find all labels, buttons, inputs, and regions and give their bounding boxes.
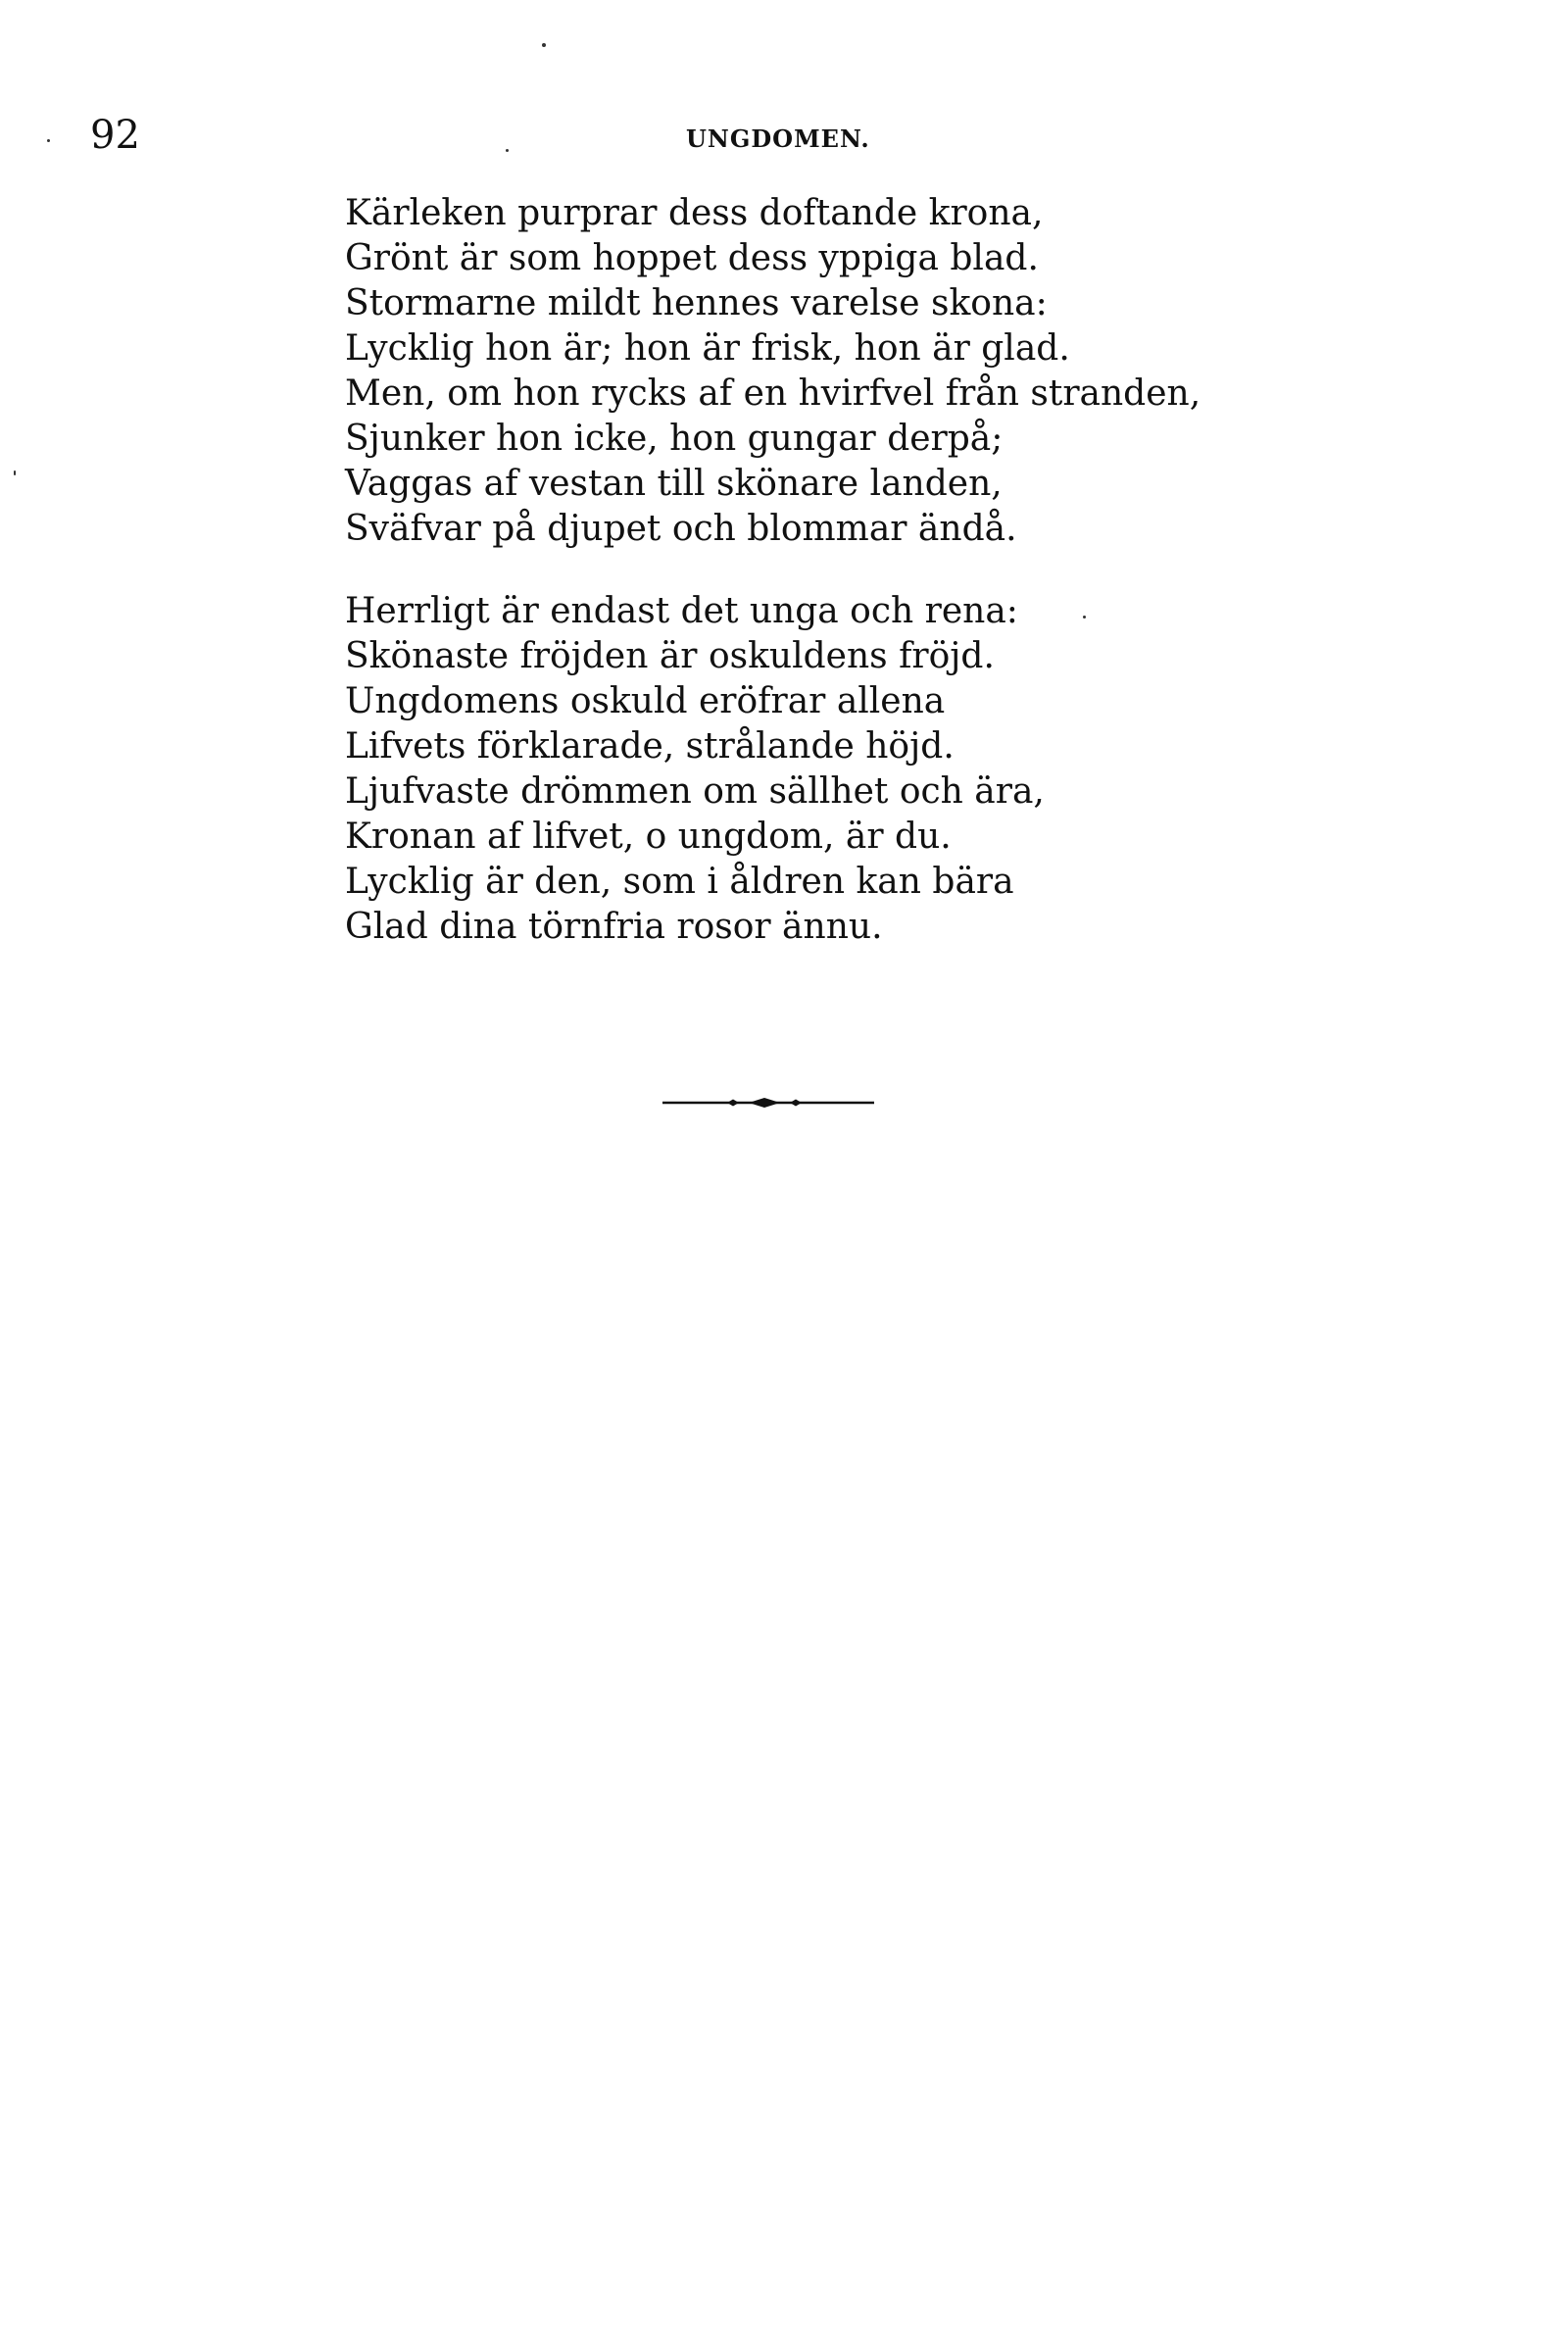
verse-line: Kronan af lifvet, o ungdom, är du.	[345, 816, 952, 857]
verse-line: Vaggas af vestan till skönare landen,	[345, 464, 1003, 504]
verse-line: Skönaste fröjden är oskuldens fröjd.	[345, 636, 995, 676]
verse-line: Sväfvar på djupet och blommar ändå.	[345, 509, 1017, 549]
verse-line: Grönt är som hoppet dess yppiga blad.	[345, 238, 1039, 278]
verse-line: Ljufvaste drömmen om sällhet och ära,	[345, 771, 1045, 812]
verse-line: Glad dina törnfria rosor ännu.	[345, 907, 883, 947]
stanza-1	[345, 191, 1472, 552]
verse-line: Lycklig hon är; hon är frisk, hon är glad.	[345, 328, 1070, 369]
running-title: UNGDOMEN.	[686, 124, 870, 153]
stanza-2	[345, 589, 1472, 950]
print-speck	[1083, 616, 1086, 618]
print-speck	[47, 139, 50, 142]
verse-line: Kärleken purprar dess doftande krona,	[345, 193, 1044, 233]
print-speck	[506, 149, 509, 152]
print-speck	[542, 43, 546, 47]
verse-line: Stormarne mildt hennes varelse skona:	[345, 283, 1048, 323]
verse-line: Men, om hon rycks af en hvirfvel från stranden,	[345, 373, 1201, 414]
verse-line: Herrligt är endast det unga och rena:	[345, 591, 1018, 631]
page-number: 92	[90, 113, 140, 158]
verse-line: Ungdomens oskuld eröfrar allena	[345, 681, 946, 721]
verse-line: Sjunker hon icke, hon gungar derpå;	[345, 419, 1004, 459]
verse-line: Lifvets förklarade, strålande höjd.	[345, 726, 955, 767]
poem	[345, 191, 1472, 950]
print-speck	[14, 470, 16, 475]
end-ornament-rule-icon	[662, 1094, 874, 1112]
verse-line: Lycklig är den, som i åldren kan bära	[345, 862, 1014, 902]
